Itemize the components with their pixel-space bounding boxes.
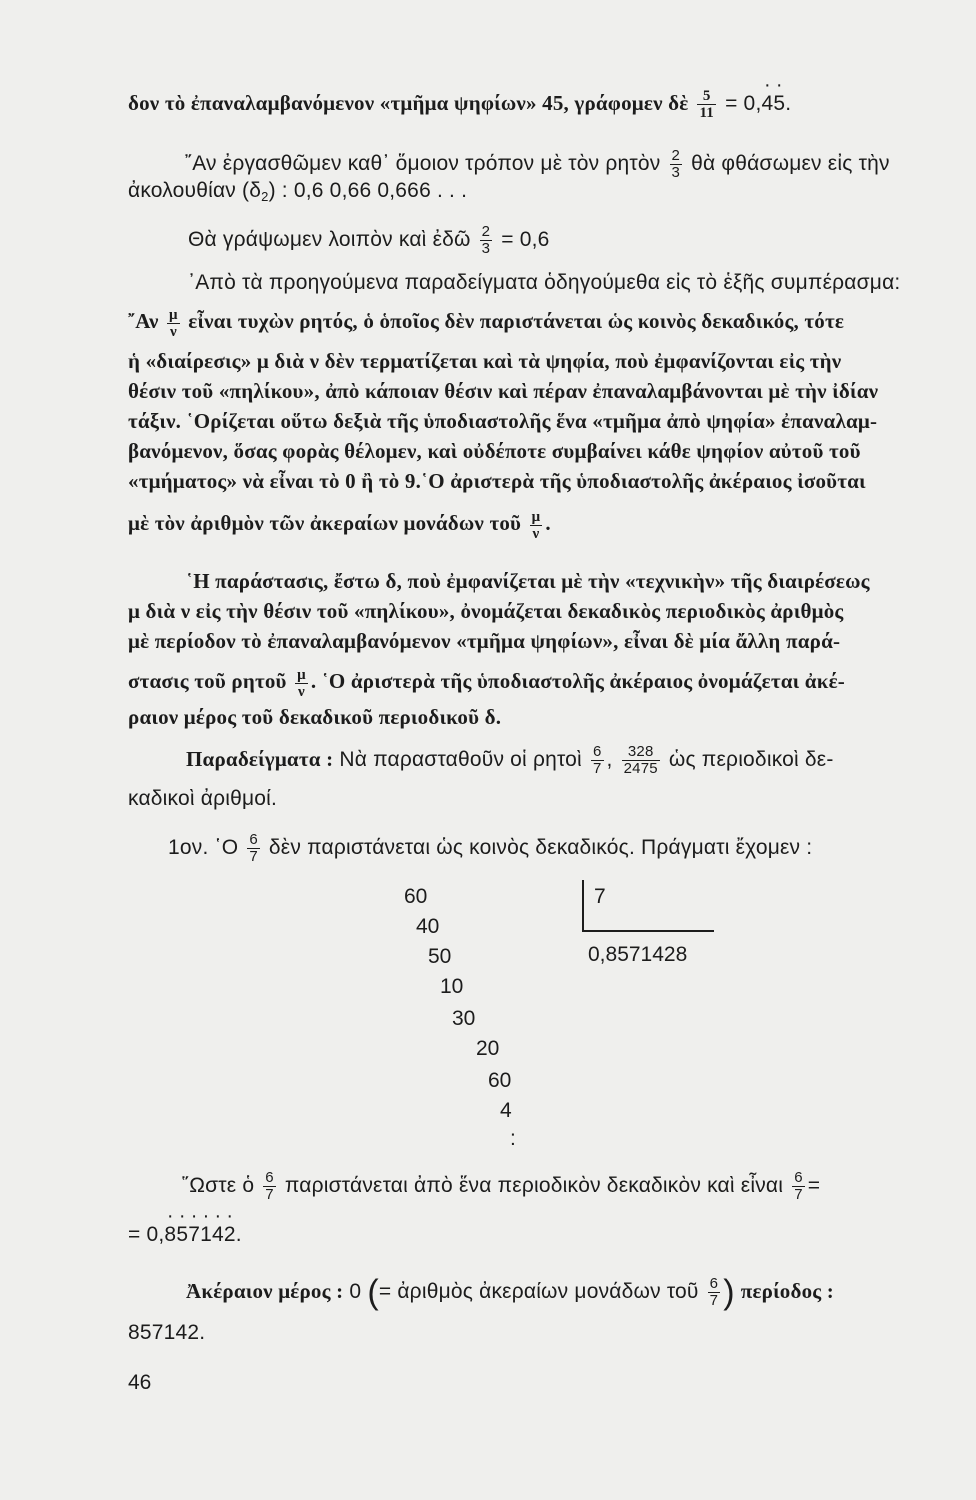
division-step: 10	[440, 975, 464, 998]
text-line-10: βανόμενον, ὅσας φορὰς θέλομεν, καὶ οὐδέποτε συμβαίνει κάθε ψηφίον αὐτοῦ τοῦ	[128, 439, 861, 463]
text-line-24: 857142.	[128, 1321, 206, 1344]
division-bar-horizontal	[582, 930, 714, 932]
division-step: 60	[404, 885, 428, 908]
division-step: 40	[416, 915, 440, 938]
fraction-2-3: $\frac{2}{3}$	[671, 147, 681, 181]
period-label: περίοδος :	[740, 1279, 834, 1304]
text-line-3: ἀκολουθίαν $(\delta_2)$ : 0,6 0,66 0,666 . . .	[128, 179, 468, 204]
text-line-21: ῞Ωστε ὁ $\frac{6}{7}$ παριστάνεται ἀπὸ ἕνα περιοδικὸν δεκαδικὸν καὶ εἶναι $\frac{6}{7}$ =	[182, 1169, 821, 1203]
fraction-mu-nu: $\frac{\mu}{\nu}$	[169, 306, 178, 340]
repeating-digit: · 4	[212, 1220, 224, 1250]
repeating-digit: · 2	[224, 1220, 236, 1250]
fraction-6-7: $\frac{6}{7}$	[709, 1275, 719, 1309]
text-line-6: ῎Αν $\frac{\mu}{\nu}$ εἶναι τυχὼν ρητός, ὁ ὁποῖος δὲν παριστάνεται ὡς κοινὸς δεκαδικός, τότε	[128, 306, 845, 340]
fraction-6-7: $\frac{6}{7}$	[592, 743, 602, 777]
text-line-2: ῎Αν ἐργασθῶμεν καθ᾽ ὅμοιον τρόπον μὲ τὸν ρητὸν $\frac{2}{3}$ θὰ φθάσωμεν εἰς τὴν	[185, 147, 890, 181]
text-line-9: τάξιν. ῾Ορίζεται οὕτω δεξιὰ τῆς ὑποδιαστολῆς ἕνα «τμῆμα ἀπὸ ψηφία» ἐπαναλαμ-	[128, 409, 878, 433]
fraction-5-11: $\frac{5}{11}$	[699, 88, 715, 121]
repeating-digit: · 1	[200, 1220, 212, 1250]
division-step: 60	[488, 1069, 512, 1092]
text-line-19: καδικοὶ ἀριθμοί.	[128, 787, 278, 810]
fraction-6-7: $\frac{6}{7}$	[249, 831, 258, 865]
repeating-digit: · 8	[164, 1220, 176, 1250]
fraction-6-7: $\frac{6}{7}$	[265, 1169, 274, 1203]
text-line-1: δον τὸ ἐπαναλαμβανόμενον «τμῆμα ψηφίων» 45, γράφομεν δὲ $\frac{5}{11}$ = 0,· 4· 5.	[128, 88, 958, 121]
page-number: 46	[128, 1371, 152, 1394]
divisor: 7	[594, 885, 606, 908]
fraction-mu-nu: $\frac{\mu}{\nu}$	[531, 508, 541, 542]
line-1-text: δον τὸ ἐπαναλαμβανόμενον «τμῆμα ψηφίων» 45, γράφομεν δὲ	[128, 91, 689, 116]
repeating-digit: · 5	[773, 89, 785, 119]
text-line-18: Παραδείγματα : Νὰ παρασταθοῦν οἱ ρητοὶ $\frac{6}{7}$ , $\frac{328}{2475}$ ὡς περιοδικοὶ δε-	[186, 743, 834, 777]
integer-part-label: Ἀκέραιον μέρος :	[186, 1279, 344, 1304]
quotient: 0,8571428	[588, 943, 688, 966]
fraction-6-7: $\frac{6}{7}$	[794, 1169, 803, 1203]
text-line-8: θέσιν τοῦ «πηλίκου», ἀπὸ κάποιαν θέσιν καὶ πέραν ἐπαναλαμβάνονται μὲ τὴν ἰδίαν	[128, 379, 879, 403]
division-step: 20	[476, 1037, 500, 1060]
fraction-mu-nu: $\frac{\mu}{\nu}$	[297, 666, 306, 700]
text-line-20: 1ον. ῾Ο $\frac{6}{7}$ δὲν παριστάνεται ὡς κοινὸς δεκαδικός. Πράγματι ἔχομεν :	[168, 831, 813, 865]
division-bar-vertical	[582, 880, 584, 932]
repeating-digit: · 7	[188, 1220, 200, 1250]
division-continuation: :	[510, 1127, 516, 1150]
fraction-2-3: $\frac{2}{3}$	[481, 223, 491, 257]
text-line-7: ἡ «διαίρεσις» μ διὰ ν δὲν τερματίζεται καὶ τὰ ψηφία, ποὺ ἐμφανίζονται εἰς τὴν	[128, 349, 842, 373]
division-step: 4	[500, 1099, 512, 1122]
division-step: 30	[452, 1007, 476, 1030]
text-line-14: μ διὰ ν εἰς τὴν θέσιν τοῦ «πηλίκου», ὀνομάζεται δεκαδικὸς περιοδικὸς ἀριθμὸς	[128, 599, 844, 623]
fraction-328-2475: $\frac{328}{2475}$	[623, 743, 658, 777]
repeating-digit: · 4	[761, 89, 773, 119]
text-line-16: στασις τοῦ ρητοῦ $\frac{\mu}{\nu}$ . ῾Ο ἀριστερὰ τῆς ὑποδιαστολῆς ἀκέραιος ὀνομάζεται ἀκέ-	[128, 666, 845, 700]
text-line-17: ραιον μέρος τοῦ δεκαδικοῦ περιοδικοῦ δ.	[128, 705, 502, 729]
text-line-12: μὲ τὸν ἀριθμὸν τῶν ἀκεραίων μονάδων τοῦ $\frac{\mu}{\nu}$ .	[128, 508, 551, 542]
division-step: 50	[428, 945, 452, 968]
text-line-5: ᾽Απὸ τὰ προηγούμενα παραδείγματα ὁδηγούμεθα εἰς τὸ ἑξῆς συμπέρασμα:	[188, 271, 901, 294]
repeating-digit: · 5	[176, 1220, 188, 1250]
text-line-13: ῾Η παράστασις, ἔστω δ, ποὺ ἐμφανίζεται μὲ τὴν «τεχνικὴν» τῆς διαιρέσεως	[186, 569, 870, 593]
text-line-11: «τμήματος» νὰ εἶναι τὸ 0 ἢ τὸ 9.῾Ο ἀριστερὰ τῆς ὑποδιαστολῆς ἀκέραιος ἰσοῦται	[128, 469, 866, 493]
text-line-4: Θὰ γράψωμεν λοιπὸν καὶ ἐδῶ $\frac{2}{3}$ = 0,6	[188, 223, 550, 257]
text-line-23: Ἀκέραιον μέρος : 0 (= ἀριθμὸς ἀκεραίων μονάδων τοῦ $\frac{6}{7}$ ) περίοδος :	[186, 1273, 834, 1312]
examples-heading: Παραδείγματα :	[186, 747, 334, 772]
text-line-22: = 0,· 8· 5· 7· 1· 4· 2.	[128, 1220, 958, 1250]
text-line-15: μὲ περίοδον τὸ ἐπαναλαμβανόμενον «τμῆμα ψηφίων», εἶναι δὲ μία ἄλλη παρά-	[128, 629, 841, 653]
